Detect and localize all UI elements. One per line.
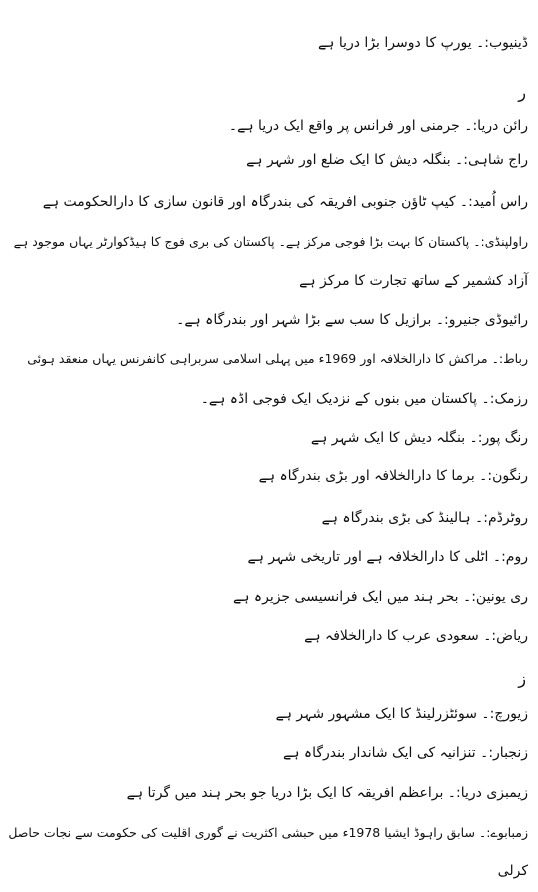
- entry-zimbabwe-continued: کرلی: [497, 863, 528, 879]
- entry-rangpur: رنگ پور:۔ بنگلہ دیش کا ایک شہر ہے: [310, 430, 528, 446]
- entry-zambezi-river: زیمبزی دریا:۔ براعظم افریقہ کا ایک بڑا دریا جو بحر ہند میں گرتا ہے: [126, 785, 528, 801]
- entry-reunion: ری یونین:۔ بحر ہند میں ایک فرانسیسی جزیرہ ہے: [233, 589, 528, 605]
- entry-rajshahi: راج شاہی:۔ بنگلہ دیش کا ایک ضلع اور شہر ہے: [246, 152, 528, 168]
- entry-rome: روم:۔ اٹلی کا دارالخلافہ ہے اور تاریخی شہر ہے: [247, 549, 528, 565]
- entry-danube: ڈینیوب:۔ یورپ کا دوسرا بڑا دریا ہے: [317, 35, 528, 51]
- entry-rangoon: رنگون:۔ برما کا دارالخلافہ اور بڑی بندرگاہ ہے: [258, 468, 528, 484]
- entry-riyadh: ریاض:۔ سعودی عرب کا دارالخلافہ ہے: [304, 628, 528, 644]
- section-letter-ra: ر: [518, 83, 526, 102]
- entry-razmak: رزمک:۔ پاکستان میں بنوں کے نزدیک ایک فوجی اڈہ ہے۔: [200, 391, 528, 407]
- entry-rabat: رباط:۔ مراکش کا دارالخلافہ اور 1969ء میں پہلی اسلامی سربراہی کانفرنس یہاں منعقد ہوئی: [27, 351, 528, 366]
- entry-rawalpindi-continued: آزاد کشمیر کے ساتھ تجارت کا مرکز ہے: [299, 273, 528, 289]
- entry-rawalpindi: راولپنڈی:۔ پاکستان کا بہت بڑا فوجی مرکز ہے۔ پاکستان کی بری فوج کا ہیڈکوارٹر یہاں موجود ہے: [13, 234, 528, 249]
- entry-cape-of-good-hope: راس اُمید:۔ کیپ ٹاؤن جنوبی افریقہ کی بندرگاہ اور قانون سازی کا دارالحکومت ہے: [42, 194, 528, 210]
- entry-rhine: رائن دریا:۔ جرمنی اور فرانس پر واقع ایک دریا ہے۔: [228, 118, 528, 134]
- entry-rio-de-janeiro: رائیوڈی جنیرو:۔ برازیل کا سب سے بڑا شہر اور بندرگاہ ہے۔: [176, 312, 528, 328]
- section-letter-za: ز: [518, 669, 526, 688]
- entry-rotterdam: روٹرڈم:۔ ہالینڈ کی بڑی بندرگاہ ہے: [321, 510, 528, 526]
- entry-zanzibar: زنجبار:۔ تنزانیہ کی ایک شاندار بندرگاہ ہے: [283, 745, 528, 761]
- entry-zurich: زیورچ:۔ سوئٹزرلینڈ کا ایک مشہور شہر ہے: [275, 706, 528, 722]
- entry-zimbabwe: زمبابوے:۔ سابق راہوڈ ایشیا 1978ء میں حبشی اکثریت نے گوری اقلیت کی حکومت سے نجات حاصل: [8, 825, 528, 840]
